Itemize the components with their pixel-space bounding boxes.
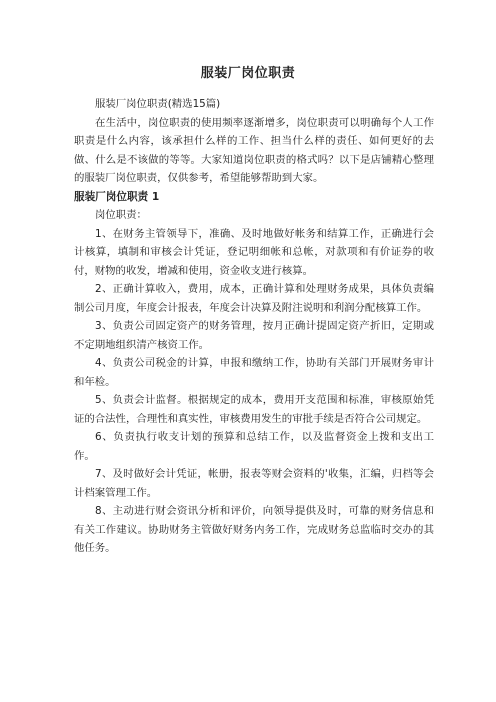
duty-item-1: 1、在财务主管领导下，准确、及时地做好帐务和结算工作，正确进行会计核算，填制和审核会计凭证，登记明细帐和总帐，对款项和有价证券的收付，财物的收发，增减和使用，资金收支进行核算。	[74, 227, 434, 277]
duty-item-7: 7、及时做好会计凭证，帐册，报表等财会资料的'收集，汇编，归档等会计档案管理工作。	[74, 468, 434, 499]
duty-item-5: 5、负责会计监督。根据规定的成本，费用开支范围和标准，审核原始凭证的合法性，合理性和真实性，审核费用发生的审批手续是否符合公司规定。	[74, 394, 434, 425]
duty-item-3: 3、负责公司固定资产的财务管理，按月正确计提固定资产折旧，定期或不定期地组织清产核资工作。	[74, 320, 434, 351]
duty-item-8: 8、主动进行财会资讯分析和评价，向领导提供及时，可靠的财务信息和有关工作建议。协助财务主管做好财务内务工作，完成财务总监临时交办的其他任务。	[74, 505, 434, 554]
section-label: 岗位职责：	[95, 209, 147, 221]
subtitle-paragraph: 服装厂岗位职责(精选15篇)	[95, 98, 221, 110]
document-title: 服装厂岗位职责	[200, 66, 296, 81]
duty-item-4: 4、负责公司税金的计算，申报和缴纳工作，协助有关部门开展财务审计和年检。	[74, 357, 434, 388]
duty-item-6: 6、负责执行收支计划的预算和总结工作，以及监督资金上拨和支出工作。	[74, 431, 434, 462]
duty-item-2: 2、正确计算收入，费用，成本，正确计算和处理财务成果，具体负责编制公司月度，年度会计报表，年度会计决算及附注说明和利润分配核算工作。	[74, 283, 434, 314]
intro-paragraph: 在生活中，岗位职责的使用频率逐渐增多，岗位职责可以明确每个人工作职责是什么内容，该承担什么样的工作、担当什么样的责任、如何更好的去做、什么是不该做的等等。大家知道岗位职责的格式吗？以下是店铺精心整理的服装厂岗位职责，仅供参考，希望能够帮助到大家。	[74, 116, 434, 184]
document-body	[74, 95, 434, 558]
section-heading: 服装厂岗位职责 1	[74, 190, 160, 203]
